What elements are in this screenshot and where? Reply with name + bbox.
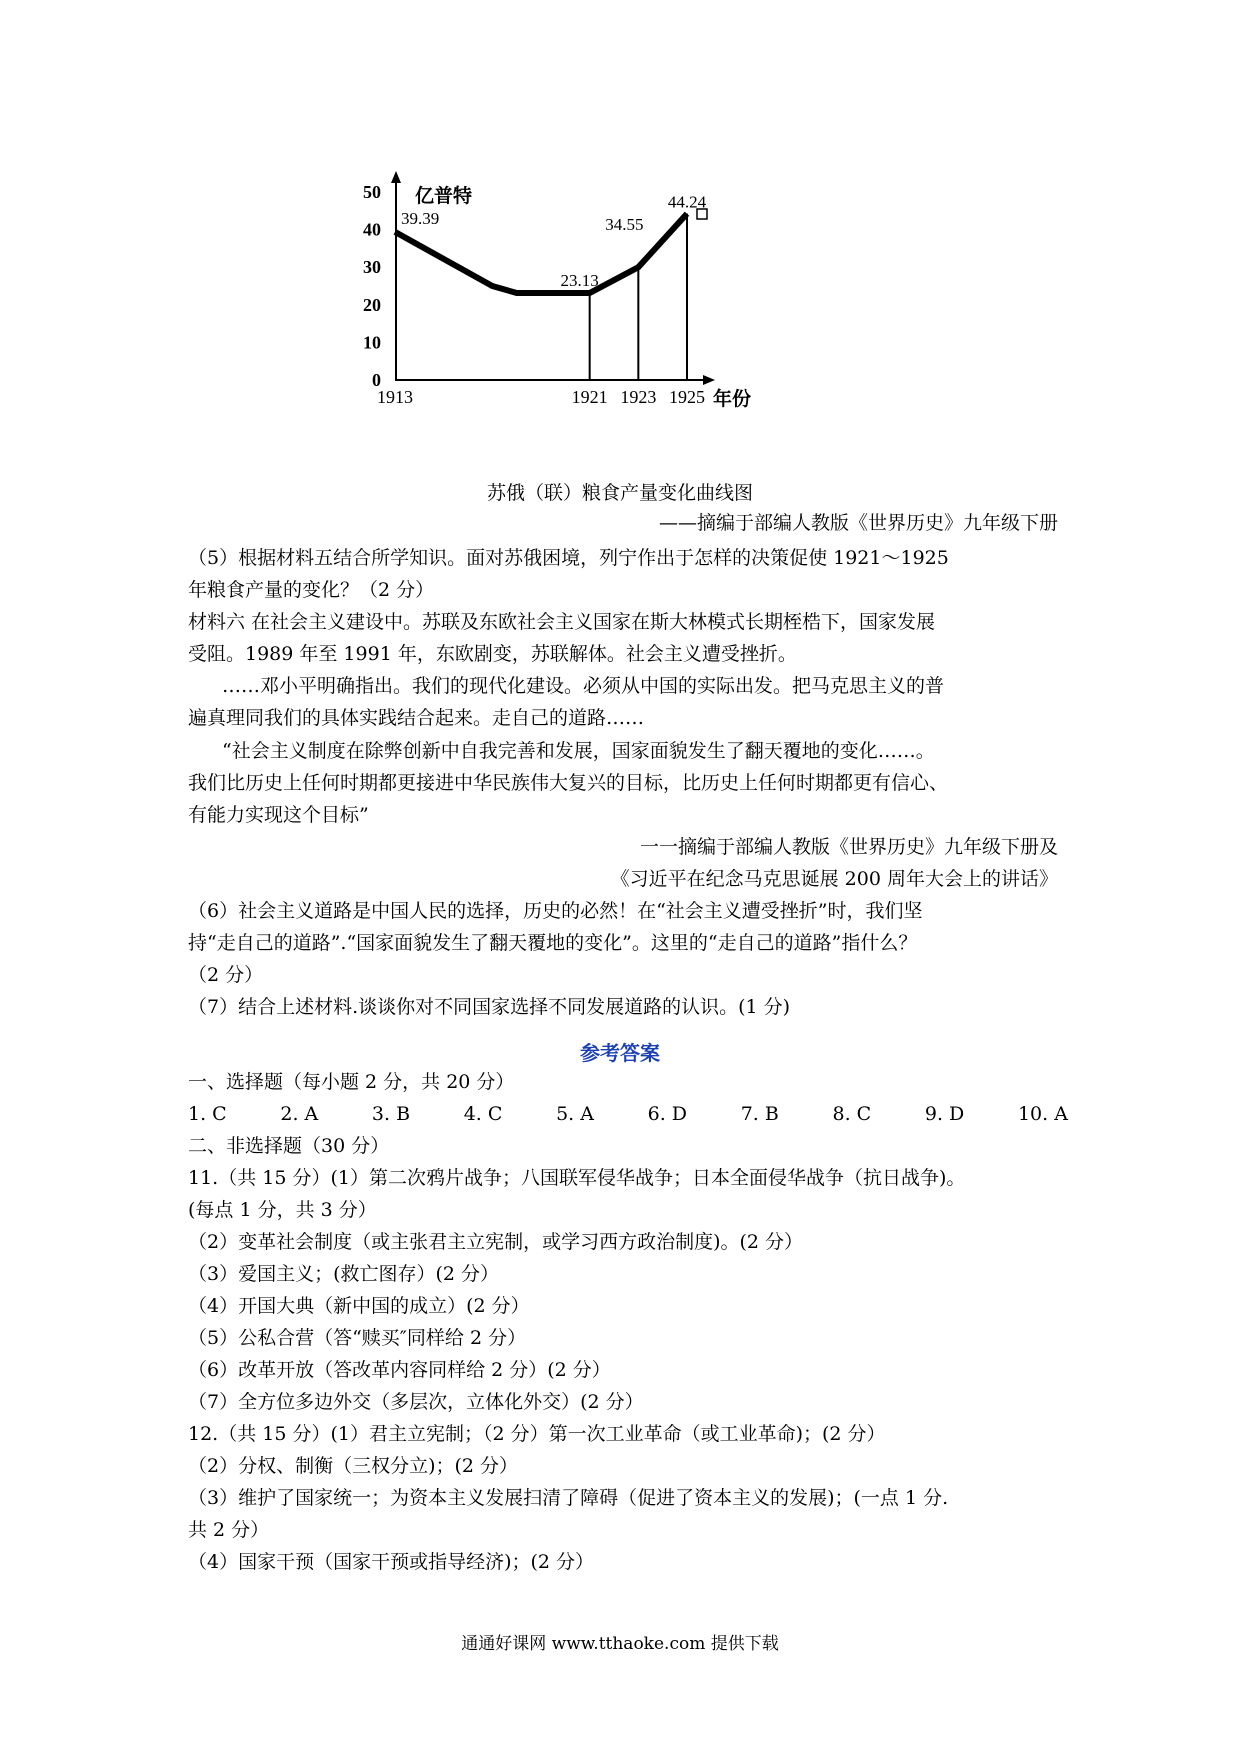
answer-12-4: （4）国家干预（国家干预或指导经济)；(2 分）: [188, 1551, 595, 1573]
answer-11-5: （5）公私合营（答“赎买″同样给 2 分）: [188, 1327, 527, 1349]
question-5-line-2: 年粮食产量的变化？（2 分）: [188, 579, 435, 601]
material-6-line-5: “社会主义制度在除弊创新中自我完善和发展，国家面貌发生了翻天覆地的变化……。: [222, 740, 935, 762]
data-label: 44.24: [667, 192, 707, 212]
answer-11-1: 11.（共 15 分）(1）第二次鸦片战争；八国联军侵华战争；日本全面侵华战争（抗日战争)。: [188, 1167, 966, 1189]
chart-drop-lines: [590, 214, 687, 380]
y-tick-label: 0: [372, 370, 381, 390]
material-6-line-4: 遍真理同我们的具体实践结合起来。走自己的道路……: [188, 707, 645, 729]
y-axis-arrow: [391, 171, 401, 183]
answer-12-1: 12.（共 15 分）(1）君主立宪制；（2 分）第一次工业革命（或工业革命)；(2 分）: [188, 1423, 886, 1445]
y-axis-title: 亿普特: [415, 186, 473, 207]
choice-answer: 2. A: [280, 1103, 319, 1125]
material-6-line-1: 材料六 在社会主义建设中。苏联及东欧社会主义国家在斯大林模式长期桎梏下，国家发展: [188, 611, 936, 633]
y-tick-label: 20: [363, 294, 381, 315]
data-label: 23.13: [560, 271, 599, 291]
answer-12-2: （2）分权、制衡（三权分立)；(2 分）: [188, 1455, 519, 1477]
x-axis-arrow: [703, 375, 715, 385]
data-label: 39.39: [401, 208, 440, 228]
choice-answers: [188, 1101, 1068, 1127]
x-tick-label: 1921: [571, 387, 608, 407]
answer-11-7: （7）全方位多边外交（多层次，立体化外交）(2 分）: [188, 1391, 644, 1413]
choice-answer: 3. B: [371, 1103, 411, 1125]
y-tick-label: 30: [363, 257, 381, 278]
question-5-line-1: （5）根据材料五结合所学知识。面对苏俄困境，列宁作出于怎样的决策促使 1921～1925: [188, 547, 949, 569]
choice-answer: 9. D: [924, 1103, 965, 1125]
x-axis-title: 年份: [713, 389, 752, 410]
material-6-line-6: 我们比历史上任何时期都更接进中华民族伟大复兴的目标，比历史上任何时期都更有信心、: [188, 772, 949, 794]
data-label: 34.55: [605, 215, 644, 235]
choice-answer: 6. D: [647, 1103, 688, 1125]
answer-11-4: （4）开国大典（新中国的成立）(2 分）: [188, 1295, 530, 1317]
material-6-line-7: 有能力实现这个目标”: [188, 804, 369, 826]
x-tick-label: 1923: [620, 387, 657, 407]
answer-11-6: （6）改革开放（答改革内容同样给 2 分）(2 分）: [188, 1359, 611, 1381]
choice-answer: 7. B: [740, 1103, 779, 1125]
y-tick-label: 50: [363, 182, 381, 202]
material-6-source-1: 一一摘编于部编人教版《世界历史》九年级下册及: [639, 836, 1058, 858]
answer-11-1-note: (每点 1 分，共 3 分）: [188, 1199, 377, 1221]
grain-output-chart: [363, 175, 875, 475]
answer-12-3: （3）维护了国家统一；为资本主义发展扫清了障碍（促进了资本主义的发展)；(一点 1 分.: [188, 1487, 949, 1509]
question-7-line-1: （7）结合上述材料.谈谈你对不同国家选择不同发展道路的认识。(1 分): [188, 996, 791, 1018]
y-tick-label: 10: [363, 332, 381, 353]
x-tick-label: 1913: [377, 387, 413, 407]
figure-caption: 苏俄（联）粮食产量变化曲线图: [486, 482, 753, 504]
x-tick-label: 1925: [669, 387, 705, 407]
choice-answer: 8. C: [832, 1103, 872, 1125]
question-6-line-3: （2 分）: [188, 964, 264, 986]
answer-12-3-note: 共 2 分）: [188, 1519, 270, 1541]
section-2-heading: 二、非选择题（30 分）: [188, 1135, 390, 1157]
answer-11-2: （2）变革社会制度（或主张君主立宪制，或学习西方政治制度)。(2 分）: [188, 1231, 804, 1253]
answer-key-title: 参考答案: [580, 1041, 660, 1065]
choice-answer: 4. C: [463, 1103, 503, 1125]
y-tick-label: 40: [363, 219, 381, 240]
section-1-heading: 一、选择题（每小题 2 分，共 20 分）: [188, 1071, 515, 1093]
question-6-line-2: 持“走自己的道路”.“国家面貌发生了翻天覆地的变化”。这里的“走自己的道路”指什么？: [188, 932, 918, 954]
question-6-line-1: （6）社会主义道路是中国人民的选择，历史的必然！在“社会主义遭受挫折”时，我们坚: [188, 900, 923, 922]
material-6-line-2: 受阻。1989 年至 1991 年，东欧剧变，苏联解体。社会主义遭受挫折。: [188, 643, 797, 665]
material-6-line-3: ……邓小平明确指出。我们的现代化建设。必须从中国的实际出发。把马克思主义的普: [222, 675, 945, 697]
answer-11-3: （3）爱国主义；(救亡图存）(2 分）: [188, 1263, 500, 1285]
material-6-source-2: 《习近平在纪念马克思诞展 200 周年大会上的讲话》: [610, 868, 1058, 890]
choice-answer: 1. C: [188, 1103, 227, 1125]
choice-answer: 5. A: [556, 1103, 594, 1125]
choice-answer: 10. A: [1017, 1103, 1068, 1125]
figure-source: ——摘编于部编人教版《世界历史》九年级下册: [658, 512, 1058, 534]
page-footer: 通通好课网 www.tthaoke.com 提供下载: [461, 1634, 779, 1654]
